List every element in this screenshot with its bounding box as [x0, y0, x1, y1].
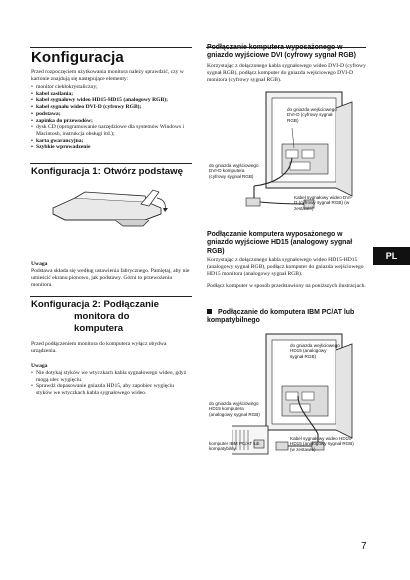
hd15-title: Podłączanie komputera wyposażonego w gniazdo wyjściowe HD15 (analogowy sygnał RGB)	[207, 231, 353, 255]
dvi-title: Podłączanie komputera wyposażonego w gniazdo wyjściowe DVI (cyfrowy sygnał RGB)	[207, 44, 356, 60]
dvi-input-label: do gniazda wejściowego DVI-D (cyfrowy sygnał RGB)	[287, 107, 337, 123]
stand-illustration	[45, 186, 185, 236]
list-item: • podstawa;	[31, 111, 191, 118]
section1-note-heading: Uwaga	[31, 261, 48, 267]
intro-text: Przed rozpoczęciem użytkowania monitora należy sprawdzić, czy w kartonie znajdują się następujące elementy:	[31, 69, 184, 82]
section2-rule	[30, 296, 192, 297]
section2-title-line2: monitora do	[74, 311, 130, 322]
dvi-output-label: do gniazda wyjściowego DVI-D komputera (cyfrowy sygnał RGB)	[209, 163, 259, 179]
list-item: • kabel sygnałowy wideo HD15-HD15 (analogowy RGB);	[31, 97, 191, 104]
list-item: • karta gwarancyjna;	[31, 138, 191, 145]
hd15-input-label: do gniazda wejściowego HD15 (analogowy sygnał RGB)	[290, 343, 340, 359]
list-item: • monitor ciekłokrystaliczny;	[31, 84, 191, 91]
note-item: • Sprawdź dopasowanie gniazda HD15, aby zapobiec wygięciu styków we wtyczkach kabla sygnałowego wideo.	[31, 383, 191, 396]
section1-title: Konfiguracja 1: Otwórz podstawę	[31, 166, 183, 177]
hd15-cable-label: Kabel sygnałowy wideo HD15-HD15 (analogowy sygnał RGB) (w zestawie)	[290, 436, 354, 452]
hd15-text2: Podłącz komputer w sposób przedstawiony na poniższych ilustracjach.	[207, 283, 366, 289]
list-item: • zapinka do przewodów;	[31, 118, 191, 125]
section2-note-heading: Uwaga	[31, 363, 48, 369]
section2-title-line3: komputera	[74, 323, 124, 334]
page-title: Konfiguracja	[31, 49, 124, 66]
hd15-output-label: do gniazda wyjściowego HD15 komputera (analogowy sygnał RGB)	[209, 401, 260, 417]
square-bullet-icon	[207, 309, 212, 314]
ibm-title-text: Podłączanie do komputera IBM PC/AT lub kompatybilnego	[207, 309, 355, 325]
list-item: • dysk CD (oprogramowanie narzędziowe dla systemów Windows i Macintosh, instrukcja obsługi itd.);	[31, 124, 191, 137]
language-tab: PL	[373, 247, 410, 265]
dvi-cable-label: Kabel sygnałowy wideo DVI-D (cyfrowy sygnał RGB) (w zestawie)	[294, 195, 353, 211]
section2-title-line1: Konfiguracja 2: Podłączanie	[31, 299, 159, 310]
hd15-pc-label: komputer IBM PC/AT lub kompatybilny	[209, 441, 260, 452]
section2-notes-list	[31, 370, 191, 397]
section1-note-text: Podstawa składa się według ustawienia fabrycznego. Pamiętaj, aby nie umieścić ekranu pionowo, jak podstawy. Górni to przewożeniu monitora.	[31, 268, 190, 288]
hd15-text1: Korzystając z dołączonego kabla sygnałowego wideo HD15-HD15 (analogowy sygnał RGB), podłącz komputer do gniazda wejściowego HD15 monitora (analogowy sygnał RGB).	[207, 257, 364, 277]
section2-text: Przed podłączeniem monitora do komputera wyłącz obydwa urządzenia.	[31, 341, 167, 354]
list-item: • kabel zasilania;	[31, 91, 191, 98]
note-item: • Nie dotykaj styków we wtyczkach kabla sygnałowego wideo, gdyż mogą ulec wygięciu.	[31, 370, 191, 383]
list-item: • kabel sygnału wideo DVI-D (cyfrowy RGB);	[31, 104, 191, 111]
package-contents-list	[31, 84, 191, 151]
dvi-text: Korzystając z dołączonego kabla sygnałowego wideo DVI-D (cyfrowy sygnał RGB), podłącz komputer do gniazda wejściowego DVI-D monitora (cyfrowy sygnał RGB).	[207, 63, 366, 83]
top-rule-left	[30, 47, 192, 48]
page-number: 7	[361, 541, 367, 552]
list-item: • Szybkie wprowadzenie	[31, 144, 191, 151]
ibm-title	[207, 309, 367, 326]
section1-rule	[30, 163, 192, 164]
